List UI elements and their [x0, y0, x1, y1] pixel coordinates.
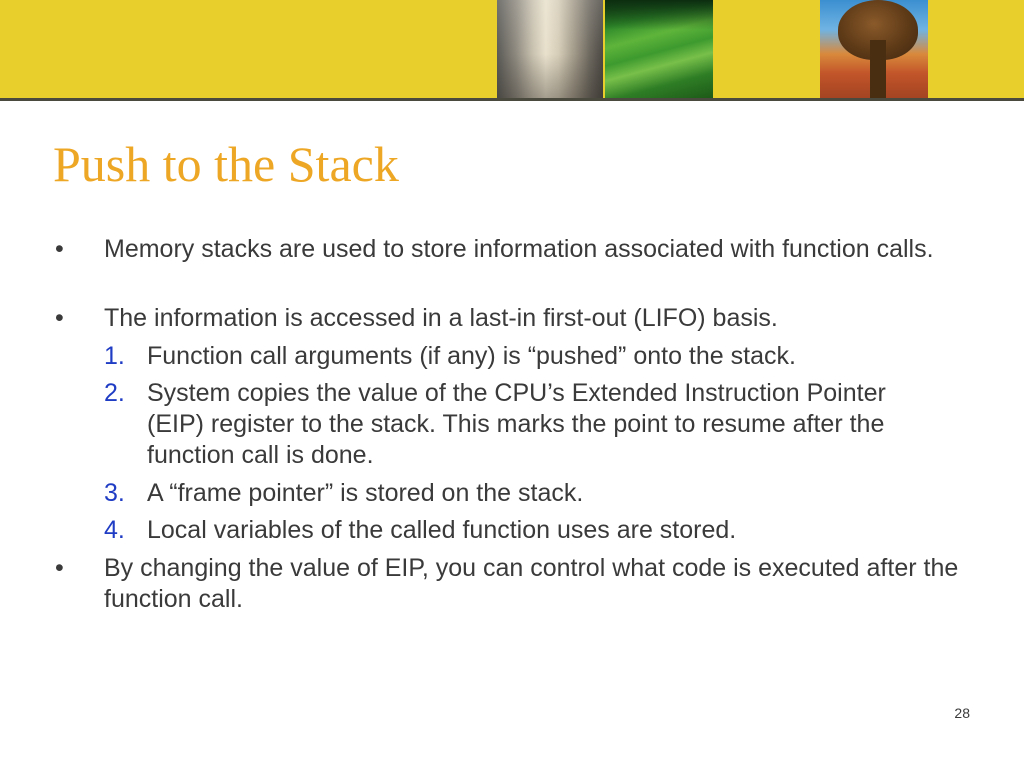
bullet-marker: •: [55, 554, 64, 582]
slide-title: Push to the Stack: [53, 136, 399, 192]
tree-trunk: [870, 40, 886, 98]
step-number: 2.: [104, 379, 125, 407]
step-text: System copies the value of the CPU’s Extended Instruction Pointer (EIP) register to the stack. This marks the point to resume after the function call is done.: [147, 379, 886, 469]
bullet-text: The information is accessed in a last-in first-out (LIFO) basis.: [104, 304, 778, 332]
page-number: 28: [954, 705, 970, 721]
header-banner: [0, 0, 1024, 98]
bullet-marker: •: [55, 304, 64, 332]
bullet-text: Memory stacks are used to store information associated with function calls.: [104, 235, 934, 263]
step-text: Local variables of the called function uses are stored.: [147, 516, 737, 544]
bullet-text: By changing the value of EIP, you can control what code is executed after the function call.: [104, 554, 959, 613]
tree-photo: [820, 0, 928, 98]
bullet-marker: •: [55, 235, 64, 263]
window-photo: [497, 0, 603, 98]
field-photo: [605, 0, 713, 98]
step-number: 3.: [104, 479, 125, 507]
header-rule: [0, 98, 1024, 101]
step-number: 1.: [104, 342, 125, 370]
step-text: A “frame pointer” is stored on the stack.: [147, 479, 584, 507]
step-number: 4.: [104, 516, 125, 544]
step-text: Function call arguments (if any) is “pushed” onto the stack.: [147, 342, 796, 370]
